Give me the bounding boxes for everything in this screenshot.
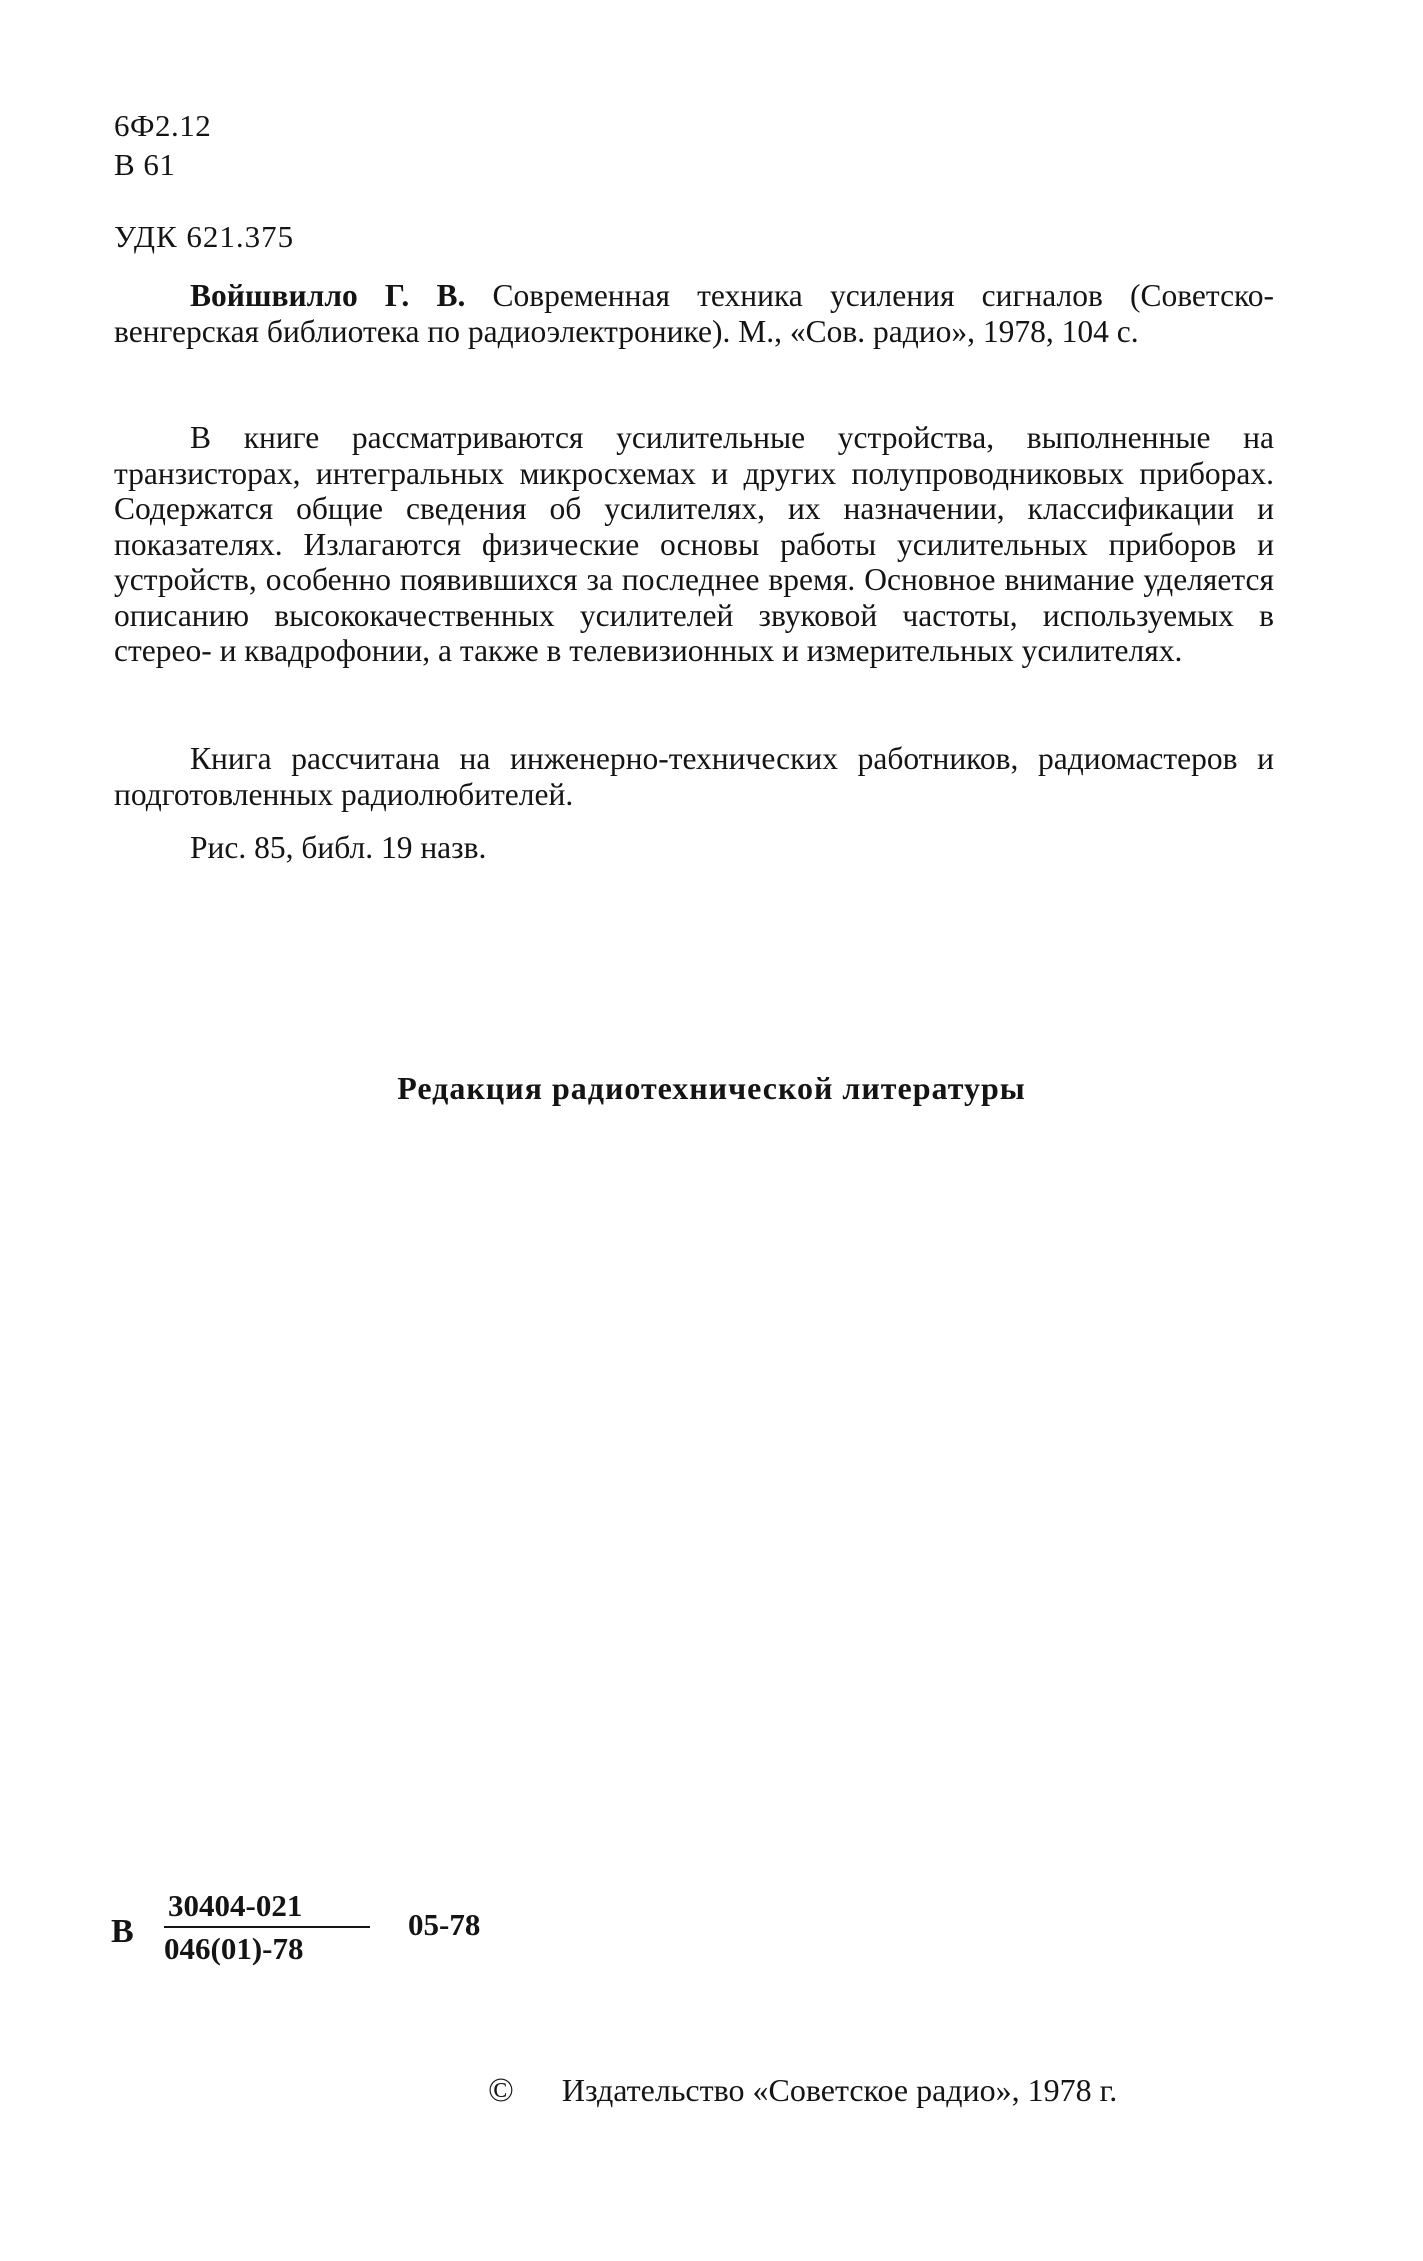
copyright-line (488, 2072, 1117, 2110)
author-mark: В 61 (114, 147, 176, 182)
publication-index-letter: В (111, 1913, 134, 1950)
editorial-office: Редакция радиотехнической литературы (397, 1070, 1026, 1106)
abstract-paragraph-1: В книге рассматриваются усилительные устройства, выполненные на транзисторах, интегральных микросхемах и других полупроводниковых приборах. Содержатся общие сведения об усилителях, их назначении, классификации и показателях. Излагаются физические основы работы усилительных приборов и устройств, особенно появившихся за последнее время. Основное внимание уделяется описанию высококачественных усилителей звуковой частоты, используемых в стерео- и квадрофонии, а также в телевизионных и измерительных усилителях. (114, 420, 1274, 668)
figures-note: Рис. 85, библ. 19 назв. (190, 830, 487, 865)
fraction-bar (164, 1926, 370, 1928)
bibliographic-entry (114, 278, 1274, 349)
udk-code: УДК 621.375 (114, 219, 295, 254)
copyright-icon: © (488, 2072, 514, 2109)
publication-index-fraction (164, 1888, 374, 1967)
bibliographic-description: Современная техника усиления сигналов (Советско-венгерская библиотека по радиоэлектронике). М., «Сов. радио», 1978, 104 с. (114, 278, 1274, 349)
bbk-index: 6Ф2.12 (114, 108, 212, 143)
publication-index-denominator: 046(01)-78 (164, 1931, 304, 1966)
author-name: Войшвилло Г. В. (190, 278, 466, 313)
publication-index-suffix: 05-78 (408, 1907, 481, 1942)
copyright-text: Издательство «Советское радио», 1978 г. (561, 2072, 1118, 2108)
publication-index-numerator: 30404-021 (168, 1888, 303, 1923)
abstract-paragraph-2: Книга рассчитана на инженерно-технических работников, радиомастеров и подготовленных радиолюбителей. (114, 741, 1274, 812)
